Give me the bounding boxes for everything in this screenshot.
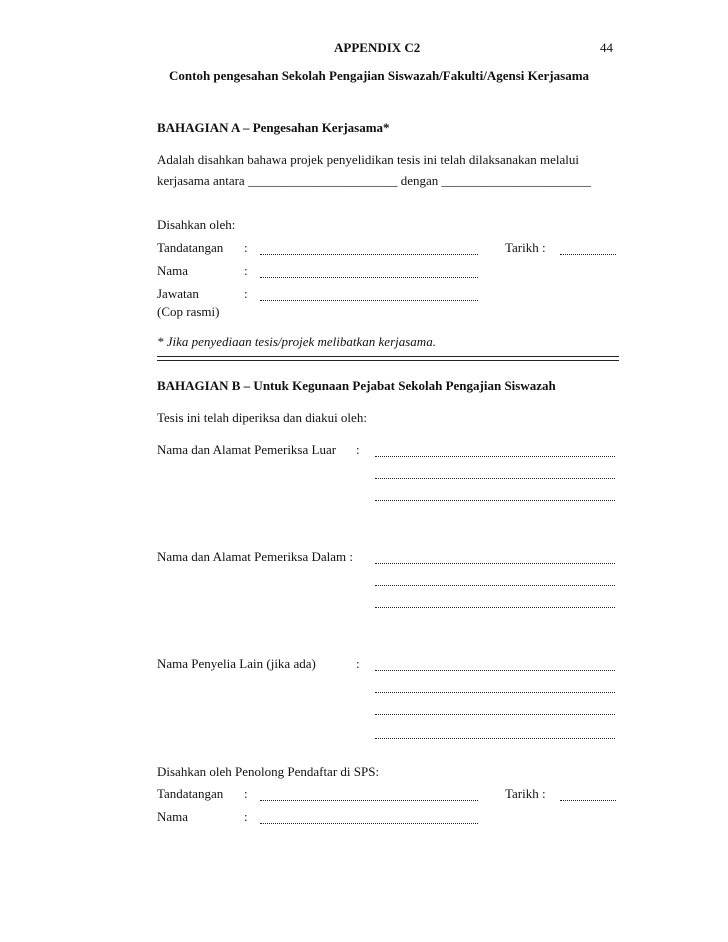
external-examiner-field-3[interactable]	[375, 500, 615, 501]
section-a-line1: Adalah disahkan bahawa projek penyelidikan tesis ini telah dilaksanakan melalui	[157, 152, 580, 167]
section-b-intro: Tesis ini telah diperiksa dan diakui oleh:	[157, 410, 367, 425]
internal-examiner-field-2[interactable]	[375, 585, 615, 586]
b-signature-field[interactable]	[260, 800, 478, 801]
other-supervisor-label: Nama Penyelia Lain (jika ada)	[157, 656, 316, 671]
a-signature-field[interactable]	[260, 254, 478, 255]
registrar-label: Disahkan oleh Penolong Pendaftar di SPS:	[157, 764, 380, 779]
b-name-field[interactable]	[260, 823, 478, 824]
internal-examiner-field-1[interactable]	[375, 563, 615, 564]
a-signature-label: Tandatangan	[157, 240, 224, 255]
external-examiner-colon: :	[356, 442, 360, 457]
b-name-label: Nama	[157, 809, 189, 824]
a-name-label: Nama	[157, 263, 189, 278]
a-stamp-label: (Cop rasmi)	[157, 304, 220, 319]
a-date-field[interactable]	[560, 254, 616, 255]
external-examiner-label: Nama dan Alamat Pemeriksa Luar	[157, 442, 337, 457]
a-name-field[interactable]	[260, 277, 478, 278]
b-date-field[interactable]	[560, 800, 616, 801]
divider-bottom	[157, 360, 619, 361]
a-signature-colon: :	[244, 240, 248, 255]
a-position-label: Jawatan	[157, 286, 199, 301]
b-date-label: Tarikh :	[505, 786, 546, 801]
section-a-heading: BAHAGIAN A – Pengesahan Kerjasama*	[157, 120, 390, 135]
a-footnote: * Jika penyediaan tesis/projek melibatkan kerjasama.	[157, 334, 436, 349]
other-supervisor-field-1[interactable]	[375, 670, 615, 671]
internal-examiner-field-3[interactable]	[375, 607, 615, 608]
b-name-colon: :	[244, 809, 248, 824]
other-supervisor-colon: :	[356, 656, 360, 671]
external-examiner-field-2[interactable]	[375, 478, 615, 479]
a-date-label: Tarikh :	[505, 240, 546, 255]
a-name-colon: :	[244, 263, 248, 278]
appendix-title: APPENDIX C2	[334, 40, 421, 55]
section-a-line2: kerjasama antara _______________________ dengan _______________________	[157, 173, 591, 188]
b-signature-colon: :	[244, 786, 248, 801]
section-b-heading: BAHAGIAN B – Untuk Kegunaan Pejabat Sekolah Pengajian Siswazah	[157, 378, 556, 393]
external-examiner-field-1[interactable]	[375, 456, 615, 457]
other-supervisor-field-2[interactable]	[375, 692, 615, 693]
approved-by-label: Disahkan oleh:	[157, 217, 236, 232]
a-position-colon: :	[244, 286, 248, 301]
internal-examiner-label: Nama dan Alamat Pemeriksa Dalam :	[157, 549, 354, 564]
a-position-field[interactable]	[260, 300, 478, 301]
other-supervisor-field-3[interactable]	[375, 714, 615, 715]
b-signature-label: Tandatangan	[157, 786, 224, 801]
other-supervisor-field-4[interactable]	[375, 738, 615, 739]
page-subtitle: Contoh pengesahan Sekolah Pengajian Siswazah/Fakulti/Agensi Kerjasama	[169, 68, 590, 83]
page-number: 44	[600, 40, 613, 55]
divider-top	[157, 356, 619, 357]
